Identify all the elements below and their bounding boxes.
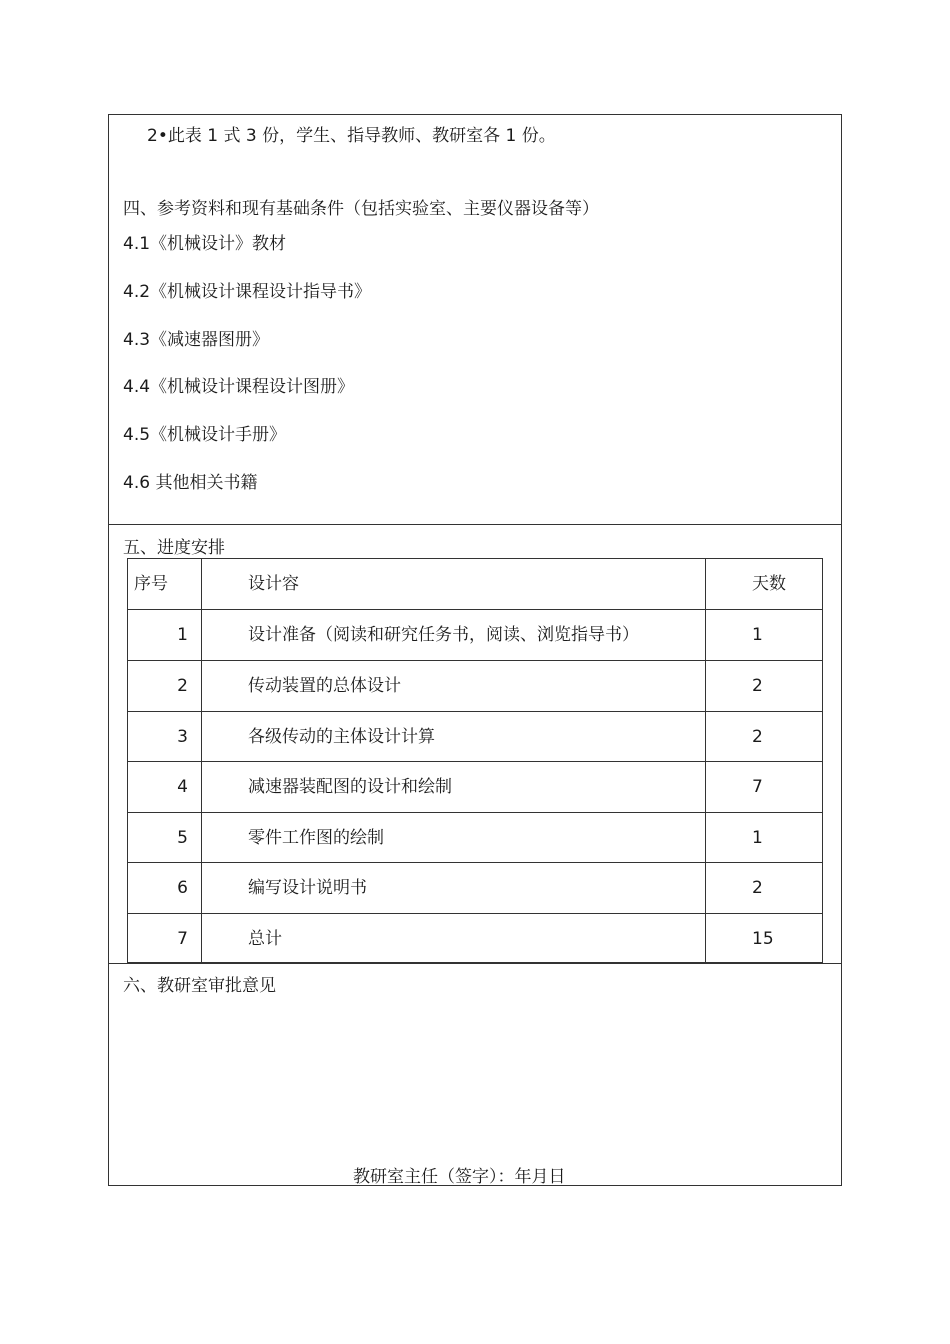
row-no: 2	[177, 676, 188, 696]
table-row	[128, 761, 822, 812]
row-no: 5	[177, 828, 188, 848]
row-content: 设计准备（阅读和研究任务书，阅读、浏览指导书）	[248, 625, 639, 645]
table-row	[128, 711, 822, 761]
header-days: 天数	[752, 574, 786, 594]
row-days: 2	[752, 676, 763, 696]
table-header-row	[128, 559, 822, 609]
reference-item: 4.1《机械设计》教材	[123, 234, 287, 254]
reference-item: 4.6 其他相关书籍	[123, 473, 258, 493]
row-days: 1	[752, 828, 763, 848]
table-row-total	[128, 913, 822, 963]
table-row	[128, 862, 822, 913]
row-days: 1	[752, 625, 763, 645]
row-days: 2	[752, 727, 763, 747]
header-content: 设计容	[248, 574, 299, 594]
row-content: 各级传动的主体设计计算	[248, 727, 435, 747]
row-no: 7	[177, 929, 188, 949]
header-no: 序号	[134, 574, 168, 594]
row-days: 15	[752, 929, 774, 949]
section6-heading: 六、教研室审批意见	[123, 976, 276, 996]
row-days: 7	[752, 777, 763, 797]
section-divider	[109, 963, 841, 964]
table-row	[128, 812, 822, 862]
row-no: 4	[177, 777, 188, 797]
reference-item: 4.2《机械设计课程设计指导书》	[123, 282, 372, 302]
table-row	[128, 660, 822, 711]
section5-heading: 五、进度安排	[123, 538, 225, 558]
reference-item: 4.3《减速器图册》	[123, 330, 270, 350]
row-content: 零件工作图的绘制	[248, 828, 384, 848]
row-no: 6	[177, 878, 188, 898]
table-row	[128, 609, 822, 660]
row-days: 2	[752, 878, 763, 898]
row-content: 传动装置的总体设计	[248, 676, 401, 696]
signature-line: 教研室主任（签字）：年月日	[353, 1167, 566, 1187]
distribution-note: 2•此表 1 式 3 份，学生、指导教师、教研室各 1 份。	[147, 126, 556, 146]
section4-heading: 四、参考资料和现有基础条件（包括实验室、主要仪器设备等）	[123, 199, 599, 219]
document-form-frame	[108, 114, 842, 1186]
row-no: 3	[177, 727, 188, 747]
reference-item: 4.4《机械设计课程设计图册》	[123, 377, 355, 397]
row-no: 1	[177, 625, 188, 645]
reference-item: 4.5《机械设计手册》	[123, 425, 287, 445]
row-content: 总计	[248, 929, 282, 949]
row-content: 减速器装配图的设计和绘制	[248, 777, 452, 797]
schedule-table	[127, 558, 823, 963]
row-content: 编写设计说明书	[248, 878, 367, 898]
section-divider	[109, 524, 841, 525]
